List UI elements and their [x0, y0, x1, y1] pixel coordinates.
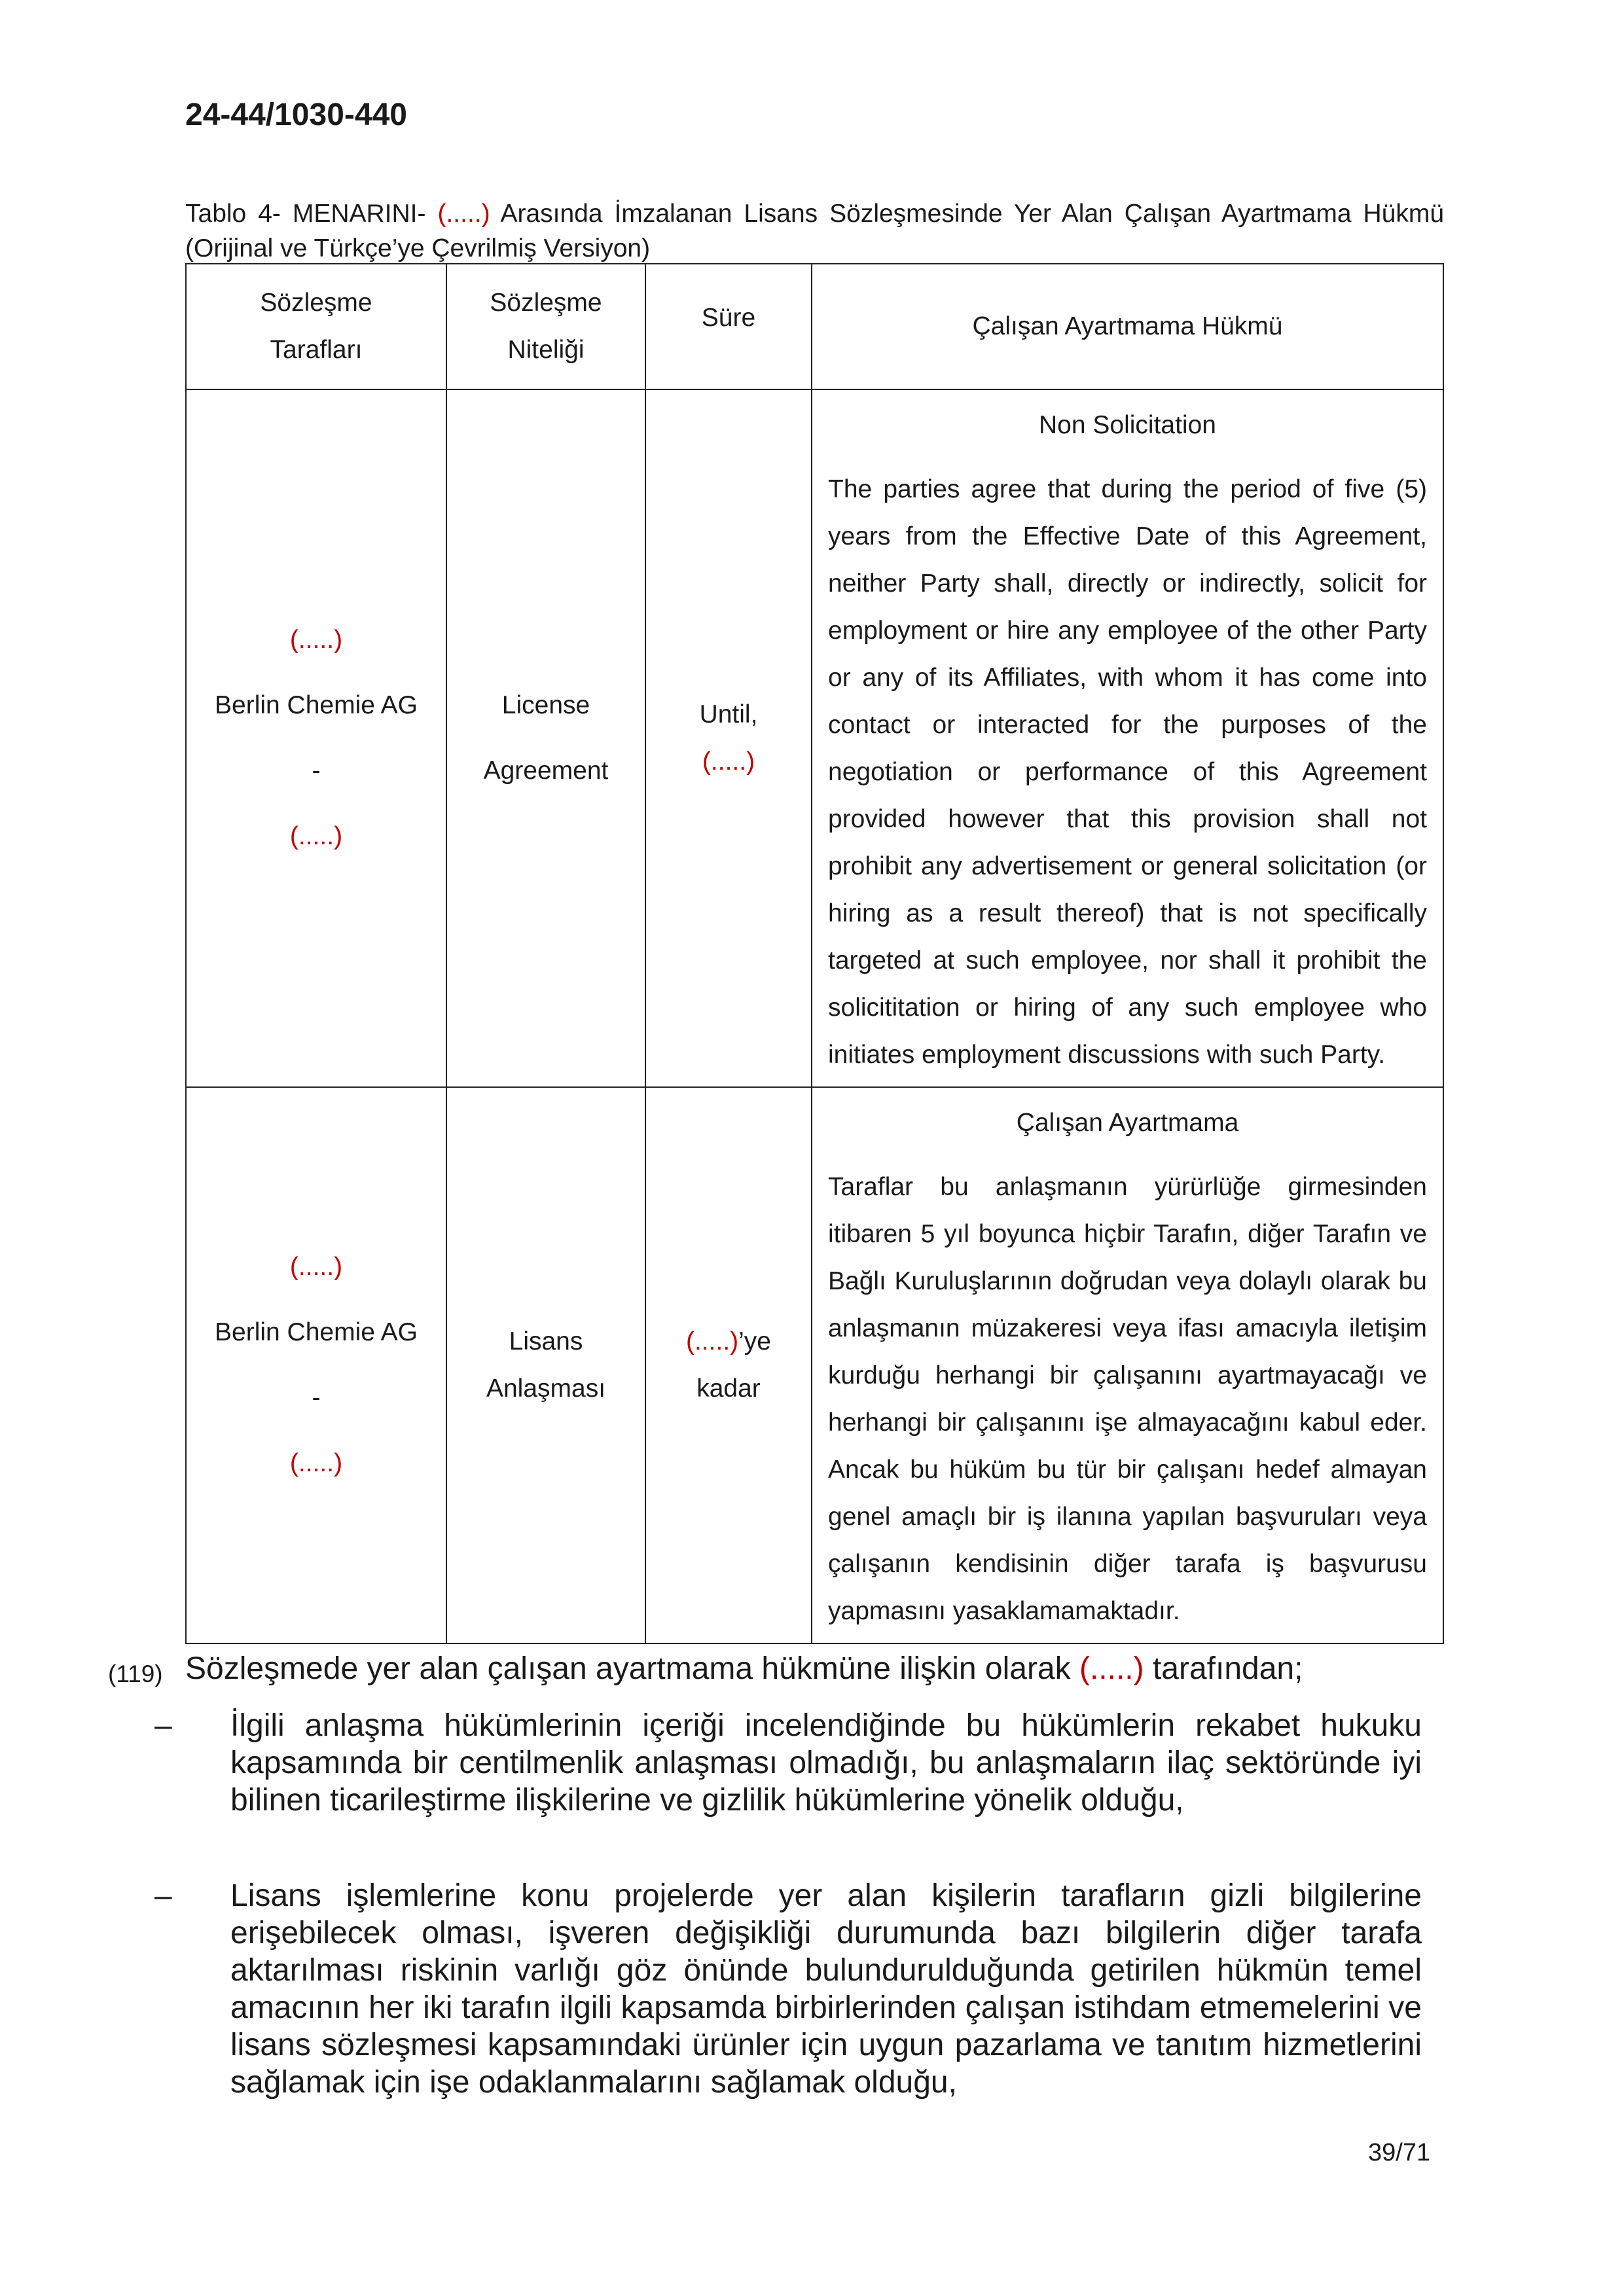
caption-suffix: Arasında İmzalanan Lisans Sözleşmesinde Yer Alan Çalışan Ayartmama Hükmü (Orijinal ve Türkçe’ye Çevrilmiş Versiyon)	[185, 200, 1445, 262]
parties-cell	[186, 1087, 446, 1643]
clause-title: Çalışan Ayartmama	[1016, 1109, 1239, 1137]
bullet-dash: –	[154, 1878, 172, 1913]
duration-line1: Until,	[699, 700, 758, 728]
clause-text: Taraflar bu anlaşmanın yürürlüğe girmesinden itibaren 5 yıl boyunca hiçbir Tarafın, diğer Tarafın ve Bağlı Kuruluşlarının doğrudan veya dolaylı olarak bu anlaşmanın müzakeresi veya ifası amacıyla iletişim kurduğu herhangi bir çalışanını ayartmayacağı ve herhangi bir çalışanını işe almayacağını kabul eder. Ancak bu hüküm bu tür bir çalışanı hedef almayan genel amaçlı bir iş ilanına yapılan başvuruları veya çalışanın kendisinin diğer tarafa iş başvurusu yapmasını yasaklamamaktadır.	[828, 1173, 1427, 1625]
clause-text: The parties agree that during the period of five (5) years from the Effective Date of this Agreement, neither Party shall, directly or indirectly, solicit for employment or hire any employee of the other Party or any of its Affiliates, with whom it has come into contact or interacted for the purposes of the negotiation or performance of this Agreement provided however that this provision shall not prohibit any advertisement or general solicitation (or hiring as a result thereof) that is not specifically targeted at such employee, nor shall it prohibit the solicititation or hiring of any such employee who initiates employment discussions with such Party.	[828, 475, 1427, 1069]
paragraph-text-suffix: tarafından;	[1144, 1651, 1303, 1686]
duration-cell	[645, 389, 812, 1087]
header-parties-line1: Sözleşme	[260, 289, 372, 317]
header-nature	[446, 264, 645, 389]
bullet-text: İlgili anlaşma hükümlerinin içeriği incelendiğinde bu hükümlerin rekabet hukuku kapsamında bir centilmenlik anlaşması olmadığı, bu anlaşmaların ilaç sektöründe iyi bilinen ticarileştirme ilişkilerine ve gizlilik hükümlerine yönelik olduğu,	[230, 1708, 1422, 1818]
bullet-dash: –	[154, 1708, 172, 1743]
redacted-party: (.....)	[289, 626, 343, 654]
duration-line2: kadar	[696, 1374, 761, 1403]
table-caption	[185, 196, 1444, 266]
party-name: Berlin Chemie AG	[215, 1318, 418, 1346]
bullet-text: Lisans işlemlerine konu projelerde yer alan kişilerin tarafların gizli bilgilerine erişebilecek olması, işveren değişikliği durumunda bazı bilgilerin diğer tarafa aktarılması riskinin varlığı göz önünde bulundurulduğunda getirilen hükmün temel amacının her iki tarafın ilgili kapsamda birbirlerinden çalışan istihdam etmemelerini ve lisans sözleşmesi kapsamındaki ürünler için uygun pazarlama ve tanıtım hizmetlerini sağlamak için işe odaklanmalarını sağlamak olduğu,	[230, 1878, 1422, 2100]
redacted-duration: (.....)	[702, 747, 755, 776]
header-nature-line1: Sözleşme	[490, 289, 602, 317]
duration-suffix: ’ye	[738, 1327, 771, 1355]
header-parties-line2: Tarafları	[270, 336, 363, 364]
table-row	[186, 389, 1443, 1087]
redacted-party: (.....)	[289, 822, 343, 850]
nature-cell	[446, 1087, 645, 1643]
party-separator: -	[312, 1384, 321, 1412]
header-duration-text: Süre	[701, 304, 756, 332]
parties-cell	[186, 389, 446, 1087]
header-nature-line2: Niteliği	[507, 336, 585, 364]
nature-cell	[446, 389, 645, 1087]
document-id: 24-44/1030-440	[185, 98, 407, 132]
paragraph-number: (119)	[108, 1660, 163, 1687]
table-row	[186, 1087, 1443, 1643]
clause-title: Non Solicitation	[1039, 411, 1216, 439]
party-name: Berlin Chemie AG	[215, 691, 418, 719]
redacted-party: (.....)	[289, 1253, 343, 1281]
duration-cell	[645, 1087, 812, 1643]
header-duration	[645, 264, 812, 389]
bullet-item	[154, 1707, 1422, 1819]
clause-cell	[812, 1087, 1443, 1643]
caption-redacted: (.....)	[437, 200, 490, 228]
nature-line2: Agreement	[483, 757, 609, 785]
redacted-party: (.....)	[289, 1449, 343, 1477]
header-clause	[812, 264, 1443, 389]
caption-prefix: Tablo 4- MENARINI-	[185, 200, 438, 228]
page-number: 39/71	[1368, 2139, 1431, 2166]
party-separator: -	[312, 757, 321, 785]
paragraph-redacted: (.....)	[1079, 1651, 1144, 1686]
paragraph-text	[185, 1649, 1303, 1689]
non-solicitation-table	[185, 263, 1444, 1644]
nature-line2: Anlaşması	[486, 1374, 606, 1403]
duration-line1	[650, 1318, 807, 1365]
header-clause-text: Çalışan Ayartmama Hükmü	[972, 312, 1283, 340]
clause-cell	[812, 389, 1443, 1087]
redacted-duration: (.....)	[685, 1327, 739, 1355]
table-header-row	[186, 264, 1443, 389]
bullet-item	[154, 1877, 1422, 2101]
paragraph-text-prefix: Sözleşmede yer alan çalışan ayartmama hükmüne ilişkin olarak	[185, 1651, 1079, 1686]
header-parties	[186, 264, 446, 389]
nature-line1: License	[501, 691, 590, 719]
nature-line1: Lisans	[509, 1327, 583, 1355]
